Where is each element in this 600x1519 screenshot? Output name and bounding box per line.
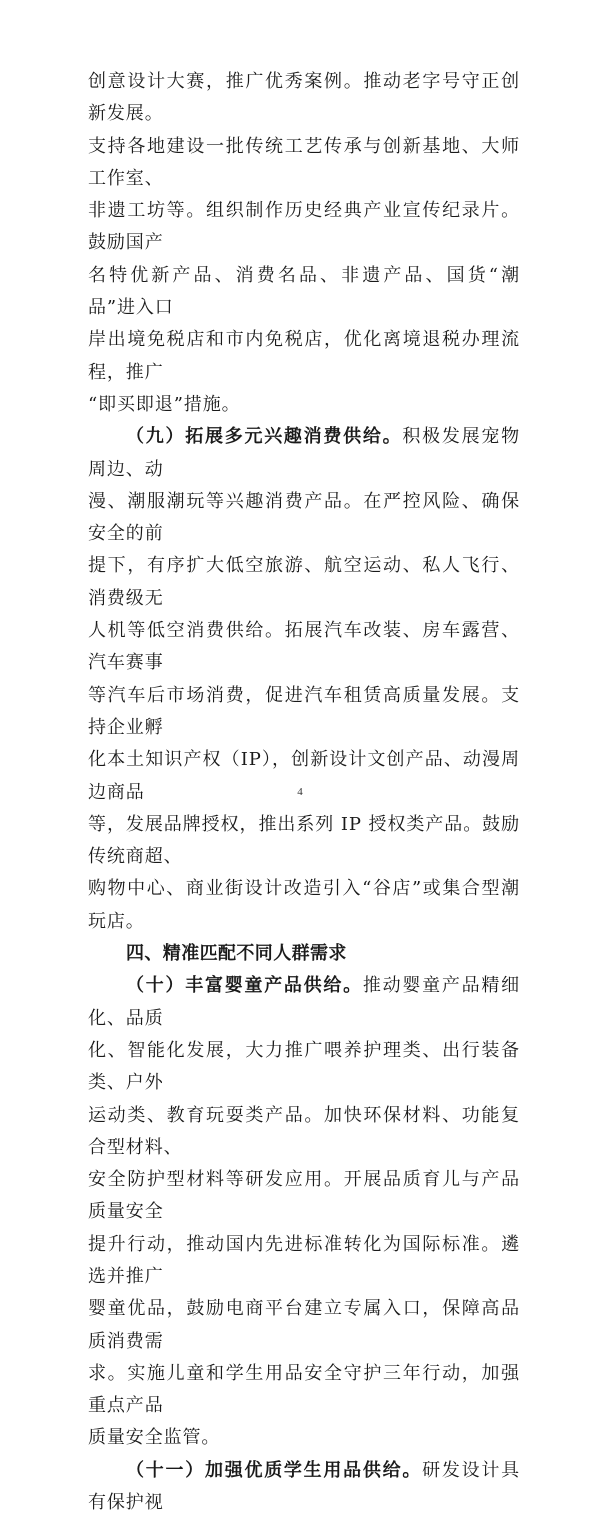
paragraph-infant-products: （十）丰富婴童产品供给。推动婴童产品精细化、品质 化、智能化发展，大力推广喂养护理类、出行装备类、户外 运动类、教育玩耍类产品。加快环保材料、功能复合型材料、 安全防护型材料等研发应用。开展品质育儿与产品质量安全 提升行动，推动国内先进标准转化为国际标准。遴选并推广 婴童优品，鼓励电商平台建立专属入口，保障高品质消费需 求。实施儿童和学生用品安全守护三年行动，加强重点产品 质量安全监管。 [88,975,520,1449]
subsection-title-9: （九）拓展多元兴趣消费供给。 [126,426,403,448]
paragraph-traditional-crafts: 创意设计大赛，推广优秀案例。推动老字号守正创新发展。 支持各地建设一批传统工艺传承与创新基地、大师工作室、 非遗工坊等。组织制作历史经典产业宣传纪录片。鼓励国产 名特优新产品、消费名品、非遗产品、国货“潮品”进入口 岸出境免税店和市内免税店，优化离境退税办理流程，推广 “即买即退”措施。 [88,71,520,415]
section-heading-4: 四、精准匹配不同人群需求 [126,943,347,965]
page-number: 4 [297,786,303,798]
subsection-title-10: （十）丰富婴童产品供给。 [126,975,363,997]
subsection-title-11: （十一）加强优质学生用品供给。 [126,1459,423,1481]
paragraph-interest-consumption: （九）拓展多元兴趣消费供给。积极发展宠物周边、动 漫、潮服潮玩等兴趣消费产品。在严控风险、确保安全的前 提下，有序扩大低空旅游、航空运动、私人飞行、消费级无 人机等低空消费供给。拓展汽车改装、房车露营、汽车赛事 等汽车后市场消费，促进汽车租赁高质量发展。支持企业孵 化本土知识产权（IP），创新设计文创产品、动漫周边商品 等，发展品牌授权，推出系列 IP 授权类产品。鼓励传统商超、 购物中心、商业街设计改造引入“谷店”或集合型潮玩店。 [88,426,520,932]
paragraph-student-supplies: （十一）加强优质学生用品供给。研发设计具有保护视 [88,1459,521,1514]
